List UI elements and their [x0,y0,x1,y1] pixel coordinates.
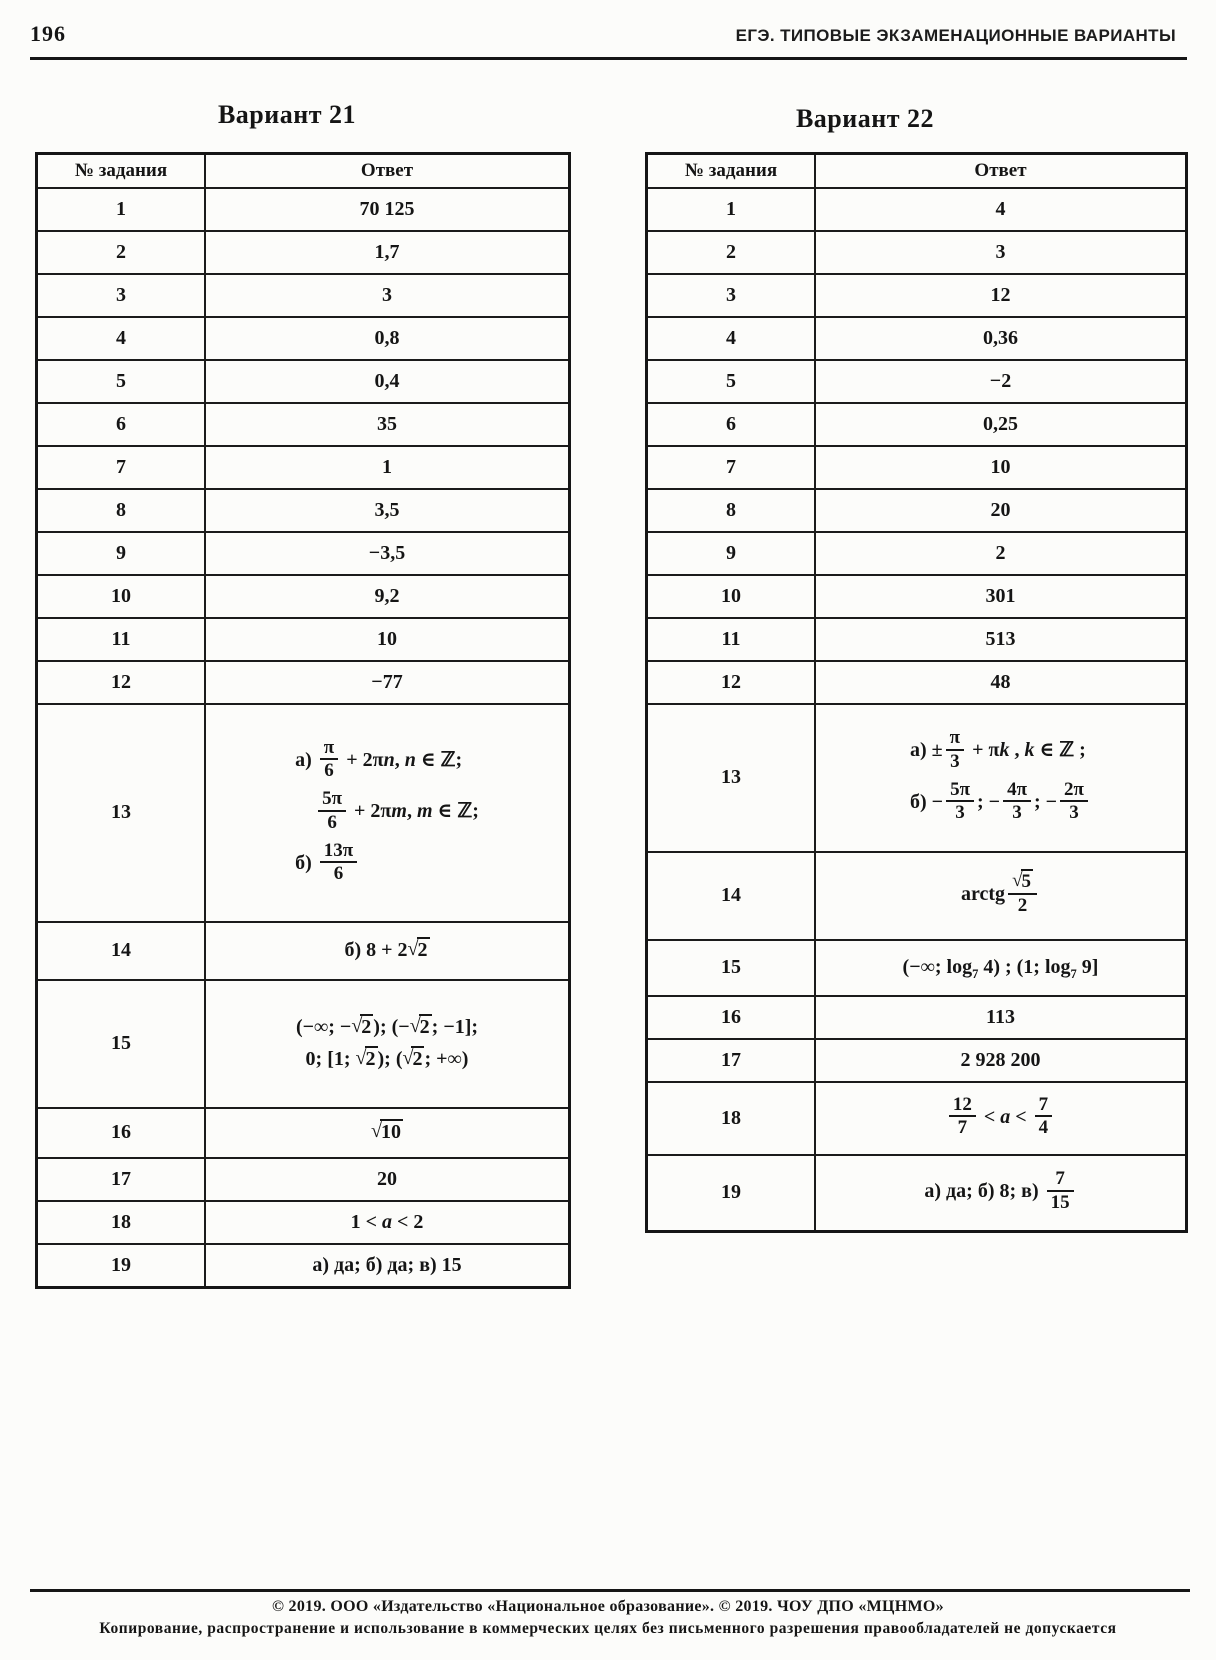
math-variable: a [382,1210,392,1233]
answer-cell [205,1158,570,1201]
task-number-cell: 4 [37,317,206,360]
fraction: $\frac{7}{15}$ [1047,1168,1074,1213]
task-number-cell: 3 [37,274,206,317]
variant-21-title: Вариант 21 [217,100,357,129]
answer-line: 3 [995,240,1006,263]
answer-cell [205,1108,570,1158]
answer-cell [815,852,1187,940]
task-number-cell: 17 [647,1039,816,1082]
footer-rule [30,1589,1190,1592]
math-variable: k [1024,739,1035,762]
task-number-cell: 6 [37,403,206,446]
task-number-cell: 11 [37,618,206,661]
answer-cell [815,360,1187,403]
answer-cell [205,446,570,489]
table-row [37,188,570,231]
table-row [647,532,1187,575]
task-number-cell: 18 [647,1082,816,1155]
answer-cell [205,1244,570,1288]
fraction: $\frac{12}{7}$ [949,1094,976,1139]
table-row [647,852,1187,940]
task-number-cell: 12 [37,661,206,704]
table-row [37,661,570,704]
task-number-cell: 8 [37,489,206,532]
answer-cell [815,704,1187,852]
answer-line: 301 [985,584,1016,607]
answer-line: (−∞; −√2 ); (−√2 ; −1]; [295,1015,479,1038]
task-number-cell: 15 [37,980,206,1108]
task-number-cell: 11 [647,618,816,661]
answer-line [210,1120,564,1145]
fraction: $\frac{\pi}{6}$ [320,737,338,782]
answer-cell [205,618,570,661]
fraction: $\frac{5\pi}{6}$ [318,788,346,833]
table-row [37,922,570,980]
answer-cell [815,489,1187,532]
task-number-cell: 4 [647,317,816,360]
table-row [647,996,1187,1039]
answer-line: 1,7 [374,240,400,263]
radical: √2 [402,1047,423,1070]
copyright-line: © 2019. ООО «Издательство «Национальное образование». © 2019. ЧОУ ДПО «МЦНМО» [272,1598,944,1615]
answer-cell [205,661,570,704]
column-header-task-number: № задания [37,154,206,188]
task-number-cell: 3 [647,274,816,317]
table-row [647,446,1187,489]
radical: √10 [371,1120,401,1143]
answer-line: а) ± $\frac{\pi}{3}$ + πk , k ∈ ℤ ; [910,727,1086,772]
math-variable: a [1000,1105,1011,1128]
radical: √2 [351,1015,372,1038]
answer-line: 20 [377,1167,397,1190]
answer-cell [205,704,570,922]
answer-cell [205,188,570,231]
task-number-cell: 19 [37,1244,206,1288]
table-header-row [647,154,1187,188]
table-row [37,1158,570,1201]
answer-line: 2 928 200 [960,1048,1041,1071]
fraction: $\frac{4\pi}{3}$ [1003,779,1031,824]
answer-line: −77 [371,670,403,693]
table-row [647,661,1187,704]
answer-cell [205,575,570,618]
answer-cell [205,317,570,360]
answer-line: б) − $\frac{5\pi}{3}$ ; − $\frac{4\pi}{3}$ ; − $\frac{2\pi}{3}$ [910,781,1091,826]
task-number-cell: 18 [37,1201,206,1244]
answer-line: 12 [990,283,1011,306]
math-variable: n [404,748,416,771]
header-rule [30,57,1187,60]
math-variable: k [999,739,1010,762]
table-row [37,1244,570,1288]
page-number: 196 [30,21,66,46]
answer-line: 2 [995,541,1006,564]
answers-table-variant-21 [35,152,571,1289]
column-header-answer: Ответ [815,154,1187,188]
answer-cell [815,446,1187,489]
column-header-task-number: № задания [647,154,816,188]
answer-cell [815,618,1187,661]
running-header-title: ЕГЭ. ТИПОВЫЕ ЭКЗАМЕНАЦИОННЫЕ ВАРИАНТЫ [735,26,1176,45]
table-row [647,618,1187,661]
answer-line: 48 [990,670,1011,693]
task-number-cell: 10 [37,575,206,618]
answer-line: $\frac{5\pi}{6}$ + 2πm, m ∈ ℤ; [295,790,479,835]
table-row [37,618,570,661]
answer-line: 20 [990,498,1011,521]
task-number-cell: 16 [37,1108,206,1158]
radical: √5 [1012,870,1031,893]
table-row [37,980,570,1108]
answer-line: 0,4 [374,369,400,392]
answers-table-variant-22 [645,152,1188,1233]
answer-cell [815,940,1187,996]
answer-line: 1 [382,455,392,478]
answer-line: а) да; б) да; в) 15 [312,1253,462,1276]
answer-line: 10 [377,627,397,650]
answer-line: б) $\frac{13\pi}{6}$ [295,842,479,887]
table-header-row [37,154,570,188]
answer-cell [815,575,1187,618]
answer-cell [815,661,1187,704]
answer-cell [205,274,570,317]
task-number-cell: 10 [647,575,816,618]
answer-cell [815,188,1187,231]
answer-cell [205,1201,570,1244]
answer-cell [205,532,570,575]
answer-cell [815,403,1187,446]
table-row [37,274,570,317]
task-number-cell: 6 [647,403,816,446]
table-row [37,575,570,618]
subscript: 7 [972,967,979,981]
task-number-cell: 9 [37,532,206,575]
math-variable: m [416,800,433,823]
answer-line: а) $\frac{\pi}{6}$ + 2πn, n ∈ ℤ; [295,736,463,781]
answer-cell [815,317,1187,360]
answer-line: 35 [377,412,397,435]
task-number-cell: 16 [647,996,816,1039]
table-row [37,446,570,489]
answer-line: 9,2 [374,584,400,607]
answer-cell [815,996,1187,1039]
variant-22-title: Вариант 22 [795,104,935,133]
task-number-cell: 1 [37,188,206,231]
table-row [647,1155,1187,1232]
answer-line: −3,5 [368,541,406,564]
fraction: $\frac{13\pi}{6}$ [320,840,357,885]
answer-line: $\frac{12}{7}$ < a < $\frac{7}{4}$ [820,1096,1181,1141]
table-row [37,317,570,360]
answer-cell [205,403,570,446]
answer-line: а) да; б) 8; в) $\frac{7}{15}$ [820,1170,1181,1215]
answer-cell [205,489,570,532]
answer-line: 0; [1; √2 ); (√2 ; +∞) [305,1047,469,1070]
fraction: $\frac{√5}{2}$ [1008,871,1037,916]
answer-cell [815,231,1187,274]
table-row [647,360,1187,403]
table-row [647,704,1187,852]
answer-line: 113 [986,1005,1015,1028]
answer-line: 70 125 [359,197,415,220]
table-row [37,1108,570,1158]
task-number-cell: 14 [37,922,206,980]
table-row [37,1201,570,1244]
answer-line: 0,25 [983,412,1018,435]
table-row [37,403,570,446]
answer-line: 4 [995,197,1006,220]
task-number-cell: 5 [37,360,206,403]
answer-line: 1 < a < 2 [350,1210,424,1233]
table-row [37,231,570,274]
table-row [647,188,1187,231]
task-number-cell: 15 [647,940,816,996]
answer-line: −2 [989,369,1012,392]
table-row [37,704,570,922]
fraction: $\frac{7}{4}$ [1035,1094,1053,1139]
task-number-cell: 5 [647,360,816,403]
radical: √2 [355,1047,376,1070]
radical: √2 [409,1015,430,1038]
task-number-cell: 1 [647,188,816,231]
table-row [647,231,1187,274]
answer-cell [815,1039,1187,1082]
answer-cell [815,1082,1187,1155]
answer-line: arctg $\frac{√5}{2}$ [820,873,1181,918]
table-row [37,360,570,403]
task-number-cell: 13 [37,704,206,922]
table-row [647,317,1187,360]
answer-cell [205,360,570,403]
math-variable: n [383,748,395,771]
table-row [647,575,1187,618]
task-number-cell: 2 [647,231,816,274]
table-row [647,489,1187,532]
fraction: $\frac{\pi}{3}$ [946,727,964,772]
answer-line: 10 [990,455,1011,478]
answer-cell [205,922,570,980]
task-number-cell: 8 [647,489,816,532]
task-number-cell: 7 [647,446,816,489]
task-number-cell: 7 [37,446,206,489]
fraction: $\frac{2\pi}{3}$ [1060,779,1088,824]
column-header-answer: Ответ [205,154,570,188]
task-number-cell: 2 [37,231,206,274]
answer-cell [815,1155,1187,1232]
table-row [647,940,1187,996]
task-number-cell: 9 [647,532,816,575]
subscript: 7 [1070,967,1077,981]
copyright-notice: Копирование, распространение и использование в коммерческих целях без письменного разрешения правообладателей не допускается [99,1620,1117,1637]
answer-line: 3 [382,283,392,306]
math-variable: m [391,800,407,823]
task-number-cell: 17 [37,1158,206,1201]
answer-cell [815,532,1187,575]
answer-line: 513 [985,627,1016,650]
answer-cell [815,274,1187,317]
table-row [647,1082,1187,1155]
table-row [37,532,570,575]
answer-line: 0,8 [374,326,400,349]
task-number-cell: 13 [647,704,816,852]
task-number-cell: 14 [647,852,816,940]
radical: √2 [407,938,428,961]
table-row [647,274,1187,317]
table-row [647,403,1187,446]
table-row [647,1039,1187,1082]
answer-line: б) 8 + 2√2 [344,938,428,961]
answer-cell [205,231,570,274]
answer-line: 3,5 [374,498,400,521]
answer-cell [205,980,570,1108]
table-row [37,489,570,532]
answer-line: (−∞; $\log_7 4$) ; (1; $\log_7 9$] [902,956,1099,981]
answer-line: 0,36 [983,326,1018,349]
fraction: $\frac{5\pi}{3}$ [946,779,974,824]
task-number-cell: 12 [647,661,816,704]
task-number-cell: 19 [647,1155,816,1232]
